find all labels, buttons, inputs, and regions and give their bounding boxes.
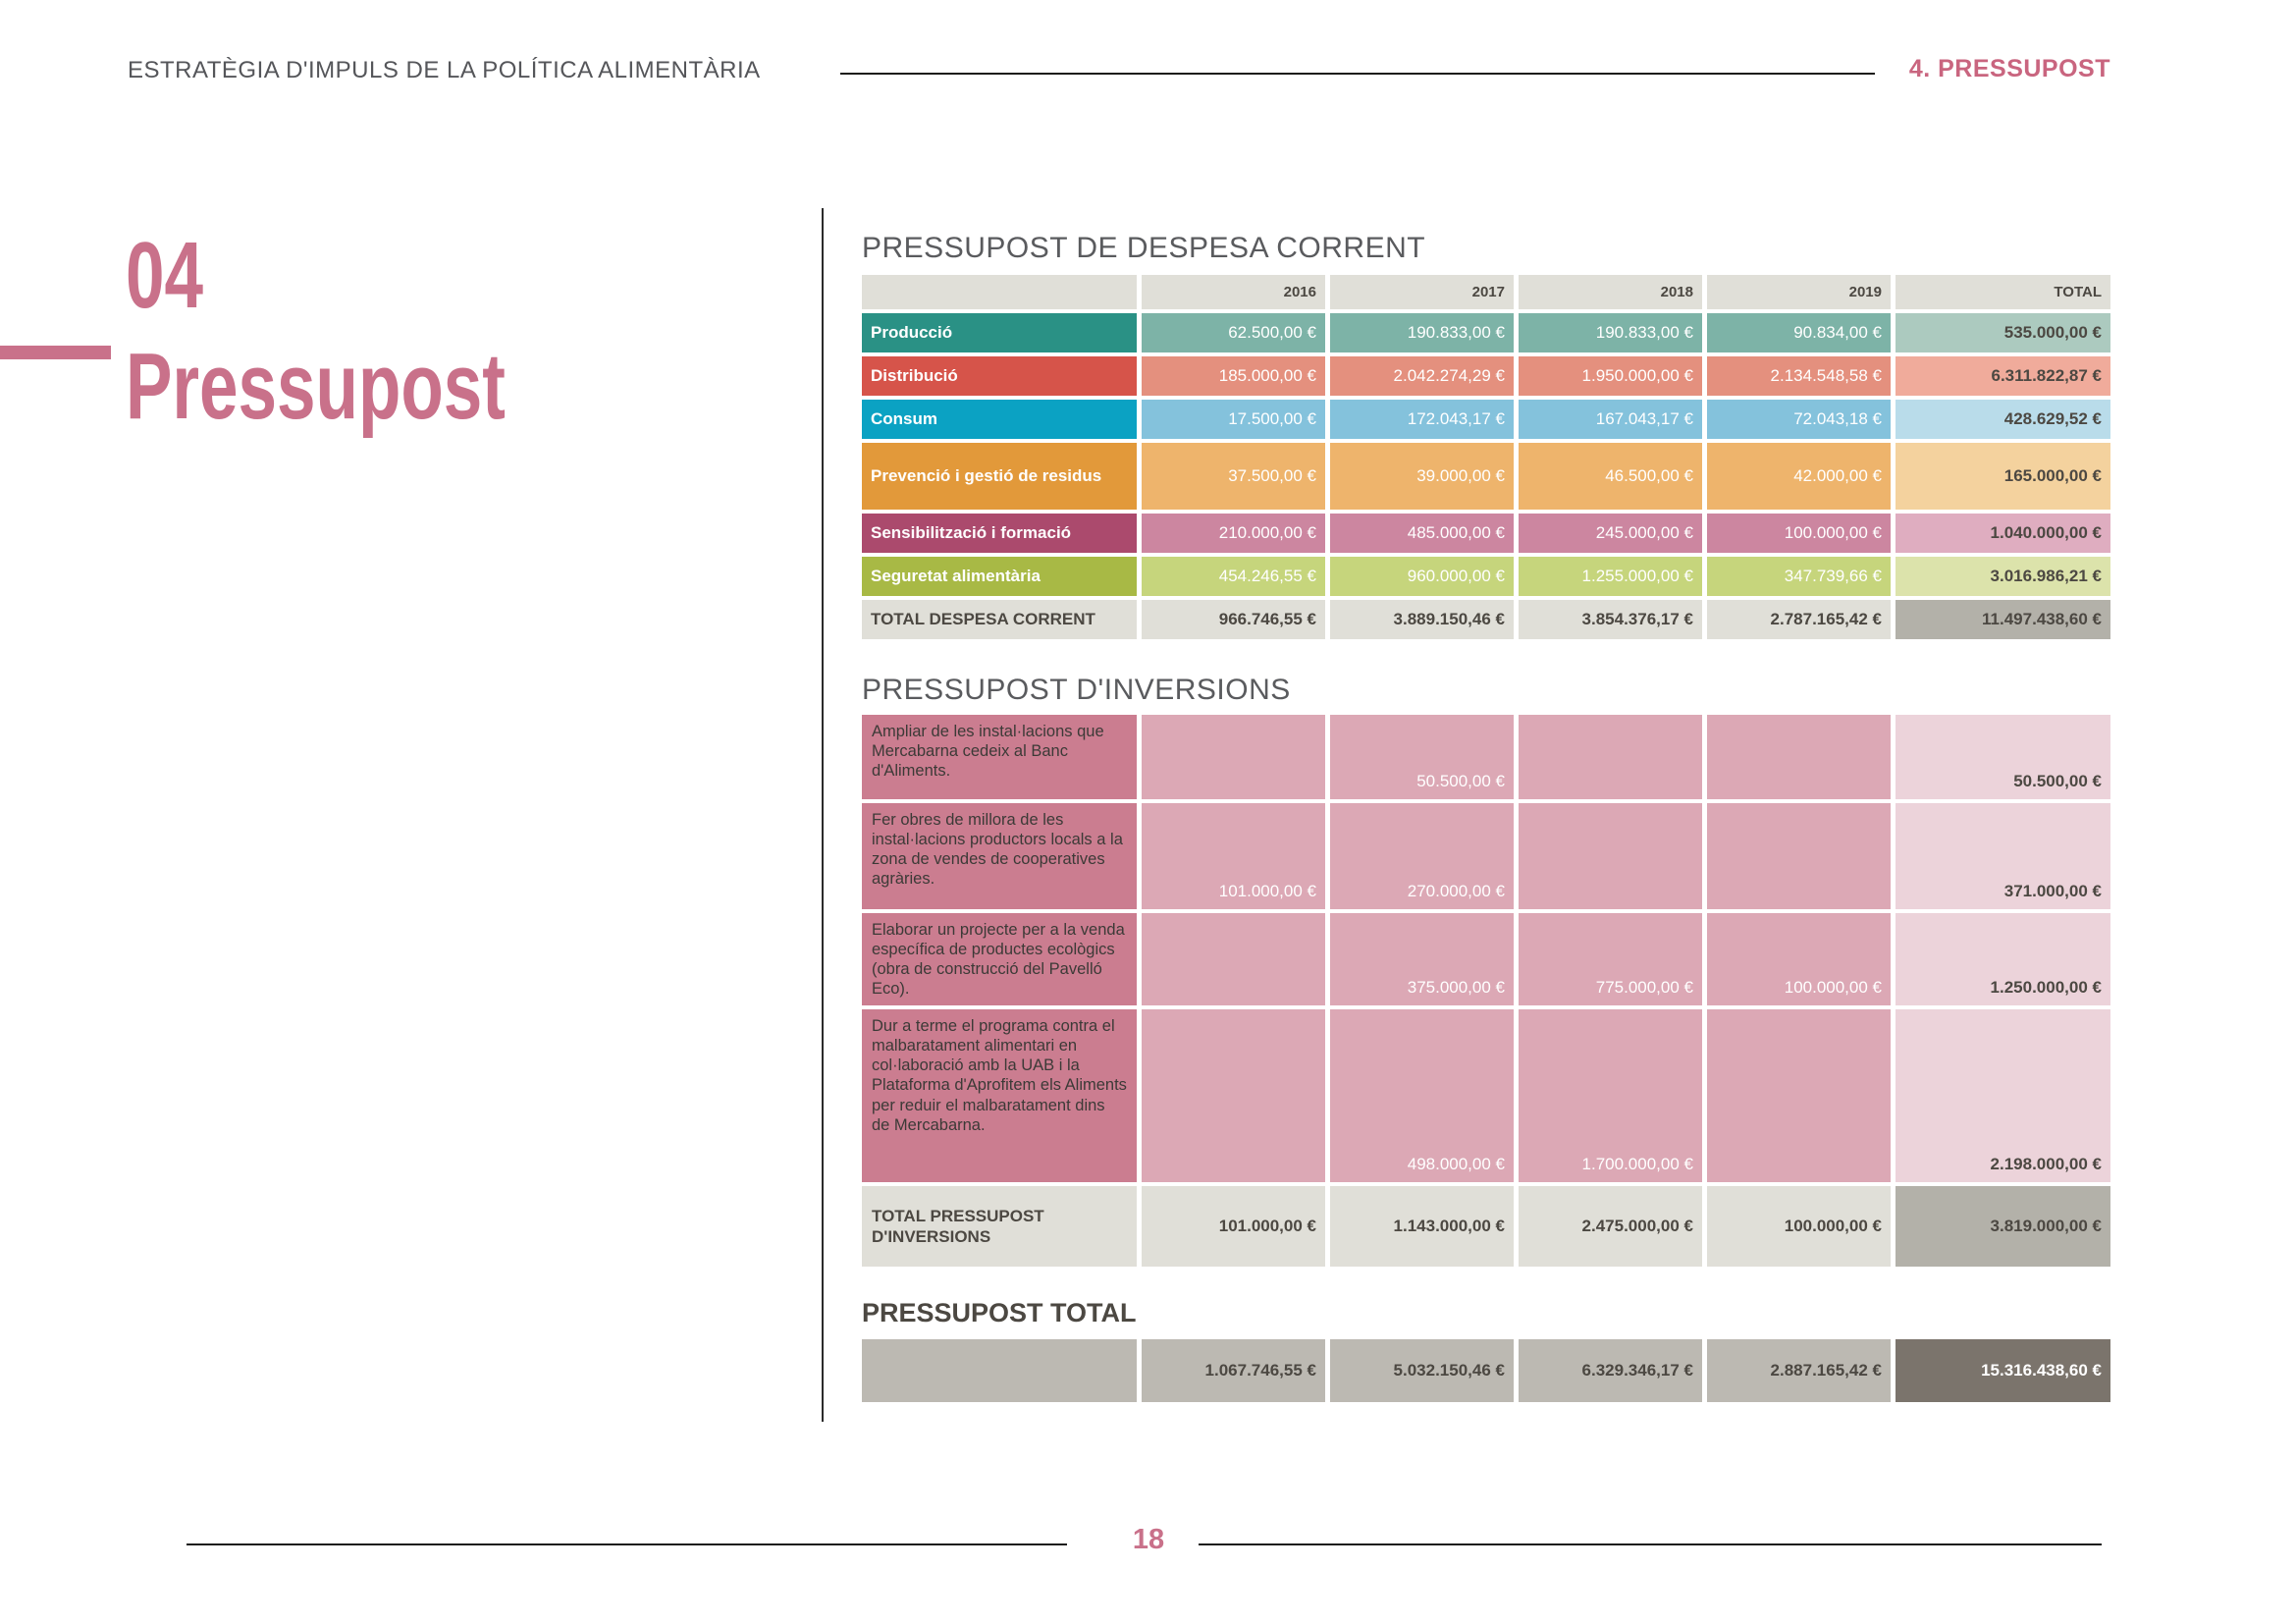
row-obres-millora [862,803,2110,909]
value-2017: 172.043,17 € [1330,400,1514,439]
value-2017: 375.000,00 € [1330,913,1514,1005]
value-2017: 1.143.000,00 € [1330,1186,1514,1267]
value-total: 11.497.438,60 € [1896,600,2110,639]
value-2018: 1.255.000,00 € [1519,557,1702,596]
row-ampliar-installacions [862,715,2110,799]
value-2018: 46.500,00 € [1519,443,1702,510]
row-label: Fer obres de millora de les instal·lacions productors locals a la zona de vendes de cooperatives agràries. [862,803,1137,909]
value-2016: 101.000,00 € [1142,1186,1325,1267]
pressupost-total-table [862,1339,2110,1406]
value-2017: 2.042.274,29 € [1330,356,1514,396]
value-2016 [1142,913,1325,1005]
value-2017: 270.000,00 € [1330,803,1514,909]
value-total: 1.040.000,00 € [1896,514,2110,553]
value-2016: 101.000,00 € [1142,803,1325,909]
row-distribucio [862,356,2110,396]
value-2016: 17.500,00 € [1142,400,1325,439]
chapter-title: Pressupost [126,334,506,440]
value-total: 3.016.986,21 € [1896,557,2110,596]
value-2019: 42.000,00 € [1707,443,1891,510]
value-2018: 1.700.000,00 € [1519,1009,1702,1182]
blank-label-cell [862,1339,1137,1402]
row-label: Dur a terme el programa contra el malbaratament alimentari en col·laboració amb la UAB i la Plataforma d'Aprofitem els Aliments per reduir el malbaratament dins de Mercabarna. [862,1009,1137,1182]
value-total: 3.819.000,00 € [1896,1186,2110,1267]
value-2019: 72.043,18 € [1707,400,1891,439]
corner-cell [862,275,1137,309]
col-total: TOTAL [1896,275,2110,309]
row-label: Distribució [862,356,1137,396]
row-prevencio-residus [862,443,2110,510]
page-number: 18 [1132,1524,1165,1555]
chapter-accent-bar [0,346,111,359]
value-total: 428.629,52 € [1896,400,2110,439]
footer-rule-right [1199,1543,2102,1545]
col-2018: 2018 [1519,275,1702,309]
row-label: Ampliar de les instal·lacions que Mercabarna cedeix al Banc d'Aliments. [862,715,1137,799]
value-2017: 498.000,00 € [1330,1009,1514,1182]
value-2018 [1519,803,1702,909]
value-total: 371.000,00 € [1896,803,2110,909]
value-2019 [1707,715,1891,799]
value-total: 535.000,00 € [1896,313,2110,352]
value-2019: 2.787.165,42 € [1707,600,1891,639]
col-2017: 2017 [1330,275,1514,309]
col-2016: 2016 [1142,275,1325,309]
value-2016 [1142,715,1325,799]
value-2017: 39.000,00 € [1330,443,1514,510]
chapter-number: 04 [126,223,204,328]
table-header-row [862,275,2110,309]
section-indicator: 4. PRESSUPOST [1908,55,2110,82]
value-total: 165.000,00 € [1896,443,2110,510]
value-2017: 3.889.150,46 € [1330,600,1514,639]
pressupost-total-title: PRESSUPOST TOTAL [862,1298,1137,1327]
row-total-despesa-corrent [862,600,2110,639]
value-2019: 100.000,00 € [1707,913,1891,1005]
chapter-heading [126,220,639,443]
value-2018: 6.329.346,17 € [1519,1339,1702,1402]
col-2019: 2019 [1707,275,1891,309]
value-total: 6.311.822,87 € [1896,356,2110,396]
value-2017: 960.000,00 € [1330,557,1514,596]
value-2017: 50.500,00 € [1330,715,1514,799]
row-label: Elaborar un projecte per a la venda específica de productes ecològics (obra de construcció del Pavelló Eco). [862,913,1137,1005]
footer-rule-left [187,1543,1067,1545]
row-seguretat-alimentaria [862,557,2110,596]
value-2016: 37.500,00 € [1142,443,1325,510]
value-2018: 245.000,00 € [1519,514,1702,553]
value-2019 [1707,1009,1891,1182]
value-total: 2.198.000,00 € [1896,1009,2110,1182]
value-2019: 2.134.548,58 € [1707,356,1891,396]
row-consum [862,400,2110,439]
row-programa-malbaratament [862,1009,2110,1182]
value-2016: 1.067.746,55 € [1142,1339,1325,1402]
value-2019: 2.887.165,42 € [1707,1339,1891,1402]
value-grand-total: 15.316.438,60 € [1896,1339,2110,1402]
value-2018 [1519,715,1702,799]
value-2018: 190.833,00 € [1519,313,1702,352]
row-label: Sensibilització i formació [862,514,1137,553]
value-2016: 210.000,00 € [1142,514,1325,553]
row-pressupost-total [862,1339,2110,1402]
row-label: Prevenció i gestió de residus [862,443,1137,510]
value-2018: 775.000,00 € [1519,913,1702,1005]
value-total: 50.500,00 € [1896,715,2110,799]
row-label: TOTAL DESPESA CORRENT [862,600,1137,639]
value-total: 1.250.000,00 € [1896,913,2110,1005]
value-2017: 5.032.150,46 € [1330,1339,1514,1402]
row-label: Seguretat alimentària [862,557,1137,596]
value-2019: 100.000,00 € [1707,514,1891,553]
value-2019: 90.834,00 € [1707,313,1891,352]
vertical-divider [822,208,824,1422]
value-2016: 62.500,00 € [1142,313,1325,352]
despesa-corrent-title: PRESSUPOST DE DESPESA CORRENT [862,232,1426,264]
row-sensibilitzacio [862,514,2110,553]
despesa-corrent-table [862,275,2110,643]
value-2018: 2.475.000,00 € [1519,1186,1702,1267]
header-rule [840,73,1875,75]
value-2017: 485.000,00 € [1330,514,1514,553]
value-2019: 100.000,00 € [1707,1186,1891,1267]
row-label: TOTAL PRESSUPOST D'INVERSIONS [862,1186,1137,1267]
inversions-title: PRESSUPOST D'INVERSIONS [862,674,1291,706]
value-2019: 347.739,66 € [1707,557,1891,596]
row-label: Producció [862,313,1137,352]
document-title: ESTRATÈGIA D'IMPULS DE LA POLÍTICA ALIMENTÀRIA [128,57,761,83]
row-projecte-venda-eco [862,913,2110,1005]
value-2016: 185.000,00 € [1142,356,1325,396]
value-2016: 454.246,55 € [1142,557,1325,596]
row-produccio [862,313,2110,352]
row-label: Consum [862,400,1137,439]
value-2018: 1.950.000,00 € [1519,356,1702,396]
value-2018: 167.043,17 € [1519,400,1702,439]
value-2018: 3.854.376,17 € [1519,600,1702,639]
value-2019 [1707,803,1891,909]
value-2017: 190.833,00 € [1330,313,1514,352]
value-2016: 966.746,55 € [1142,600,1325,639]
row-total-inversions [862,1186,2110,1267]
inversions-table [862,715,2110,1271]
value-2016 [1142,1009,1325,1182]
